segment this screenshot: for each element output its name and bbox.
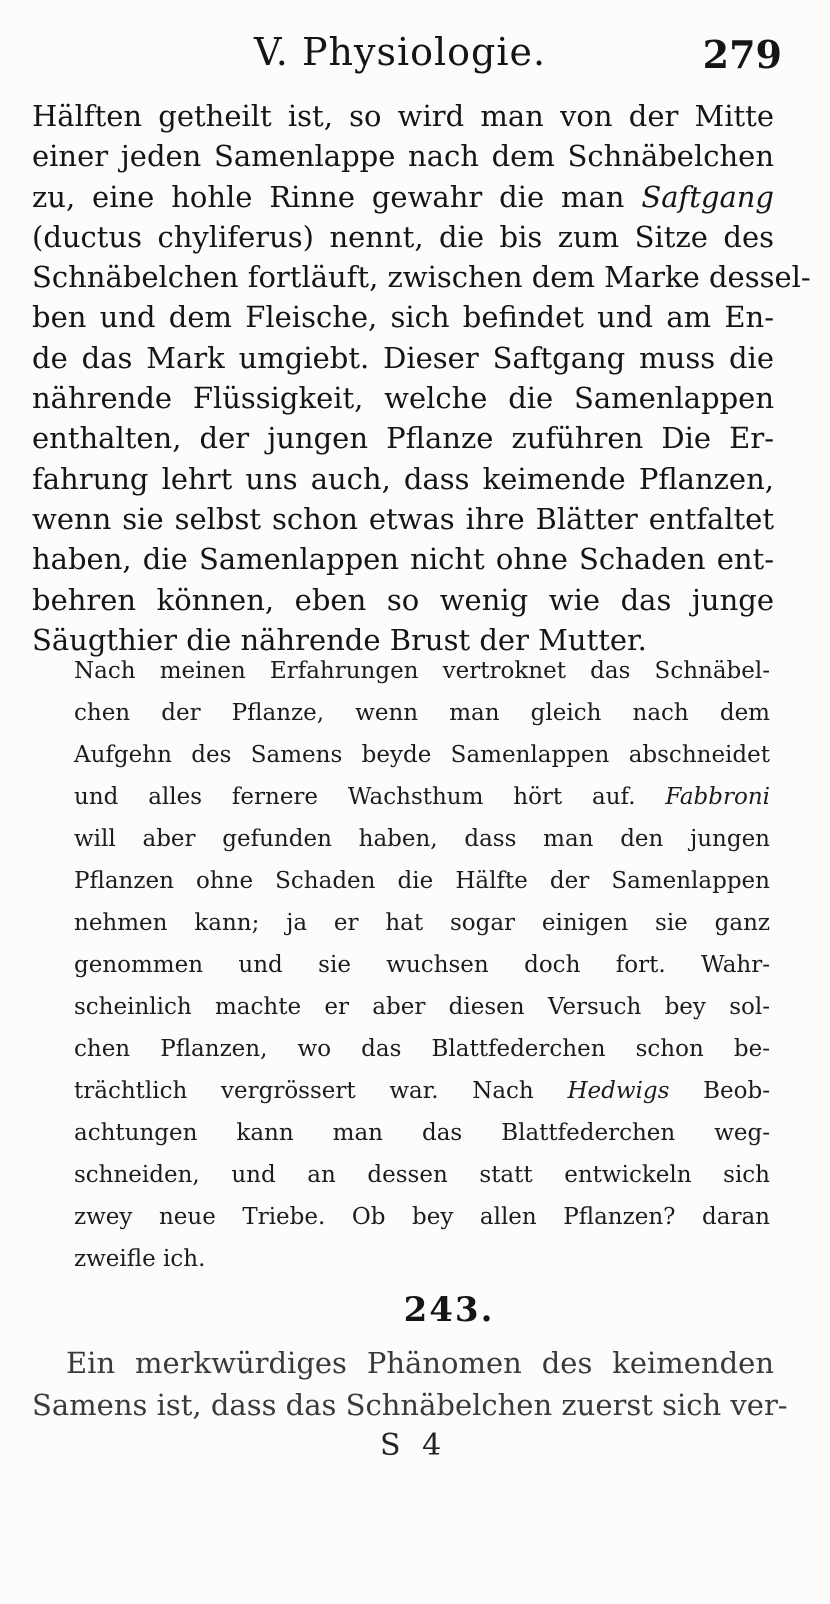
text-line: (ductus chyliferus) nennt, die bis zum Sitze des [32,219,774,254]
note-line: chen Pflanzen, wo das Blattfederchen schon be- [74,1036,770,1062]
note-line: zwey neue Triebe. Ob bey allen Pflanzen? daran [74,1204,770,1230]
text-line: wenn sie selbst schon etwas ihre Blätter entfaltet [32,501,774,536]
note-fragment: und alles fernere Wachsthum hört auf. [74,784,666,810]
page-number: 279 [702,32,782,77]
text-line: Samens ist, dass das Schnäbelchen zuerst sich ver- [32,1388,788,1422]
section-heading [0,1290,830,1330]
text-line: einer jeden Samenlappe nach dem Schnäbelchen [32,139,774,174]
main-paragraph [32,96,811,660]
note-fragment: trächtlich vergrössert war. Nach [74,1078,568,1104]
note-line: scheinlich machte er aber diesen Versuch bey sol- [74,994,770,1020]
section-number: 243. [403,1290,495,1330]
text-line: de das Mark umgiebt. Dieser Saftgang muss die [32,340,774,375]
italic-name: Hedwigs [567,1078,670,1104]
italic-term: Saftgang [641,179,774,214]
note-line: Pflanzen ohne Schaden die Hälfte der Samenlappen [74,868,770,894]
text-line: Säugthier die nährende Brust der Mutter. [32,622,647,657]
note-fragment: Beob- [669,1078,771,1104]
italic-name: Fabbroni [665,784,770,810]
note-line: will aber gefunden haben, dass man den jungen [74,826,770,852]
next-paragraph [32,1342,788,1426]
text-line: nährende Flüssigkeit, welche die Samenlappen [32,381,774,416]
text-line: ben und dem Fleische, sich befindet und am En- [32,300,774,335]
note-line: Nach meinen Erfahrungen vertroknet das Schnäbel- [74,658,770,684]
note-line: zweifle ich. [74,1246,206,1272]
text-line: enthalten, der jungen Pflanze zuführen Die Er- [32,421,774,456]
note-line [74,1070,770,1112]
running-head: V. Physiologie. [254,30,547,74]
text-line: fahrung lehrt uns auch, dass keimende Pflanzen, [32,461,774,496]
text-fragment: zu, eine hohle Rinne gewahr die man [32,179,642,214]
text-line: behren können, eben so wenig wie das junge [32,582,774,617]
text-line [32,177,774,217]
text-line: haben, die Samenlappen nicht ohne Schaden ent- [32,542,774,577]
text-line: Hälften getheilt ist, so wird man von der Mitte [32,99,774,133]
page-header [0,22,830,82]
note-line: Aufgehn des Samens beyde Samenlappen abschneidet [74,742,770,768]
note-line: nehmen kann; ja er hat sogar einigen sie ganz [74,910,770,936]
text-line: Ein merkwürdiges Phänomen des keimenden [66,1346,774,1380]
text-line: Schnäbelchen fortläuft, zwischen dem Marke dessel- [32,260,811,295]
note-line [74,776,770,818]
note-line: achtungen kann man das Blattfederchen weg- [74,1120,770,1146]
note-line: schneiden, und an dessen statt entwickeln sich [74,1162,770,1188]
signature-mark: S 4 [380,1428,448,1463]
footnote-block [74,650,770,1280]
note-line: chen der Pflanze, wenn man gleich nach dem [74,700,770,726]
note-line: genommen und sie wuchsen doch fort. Wahr- [74,952,770,978]
